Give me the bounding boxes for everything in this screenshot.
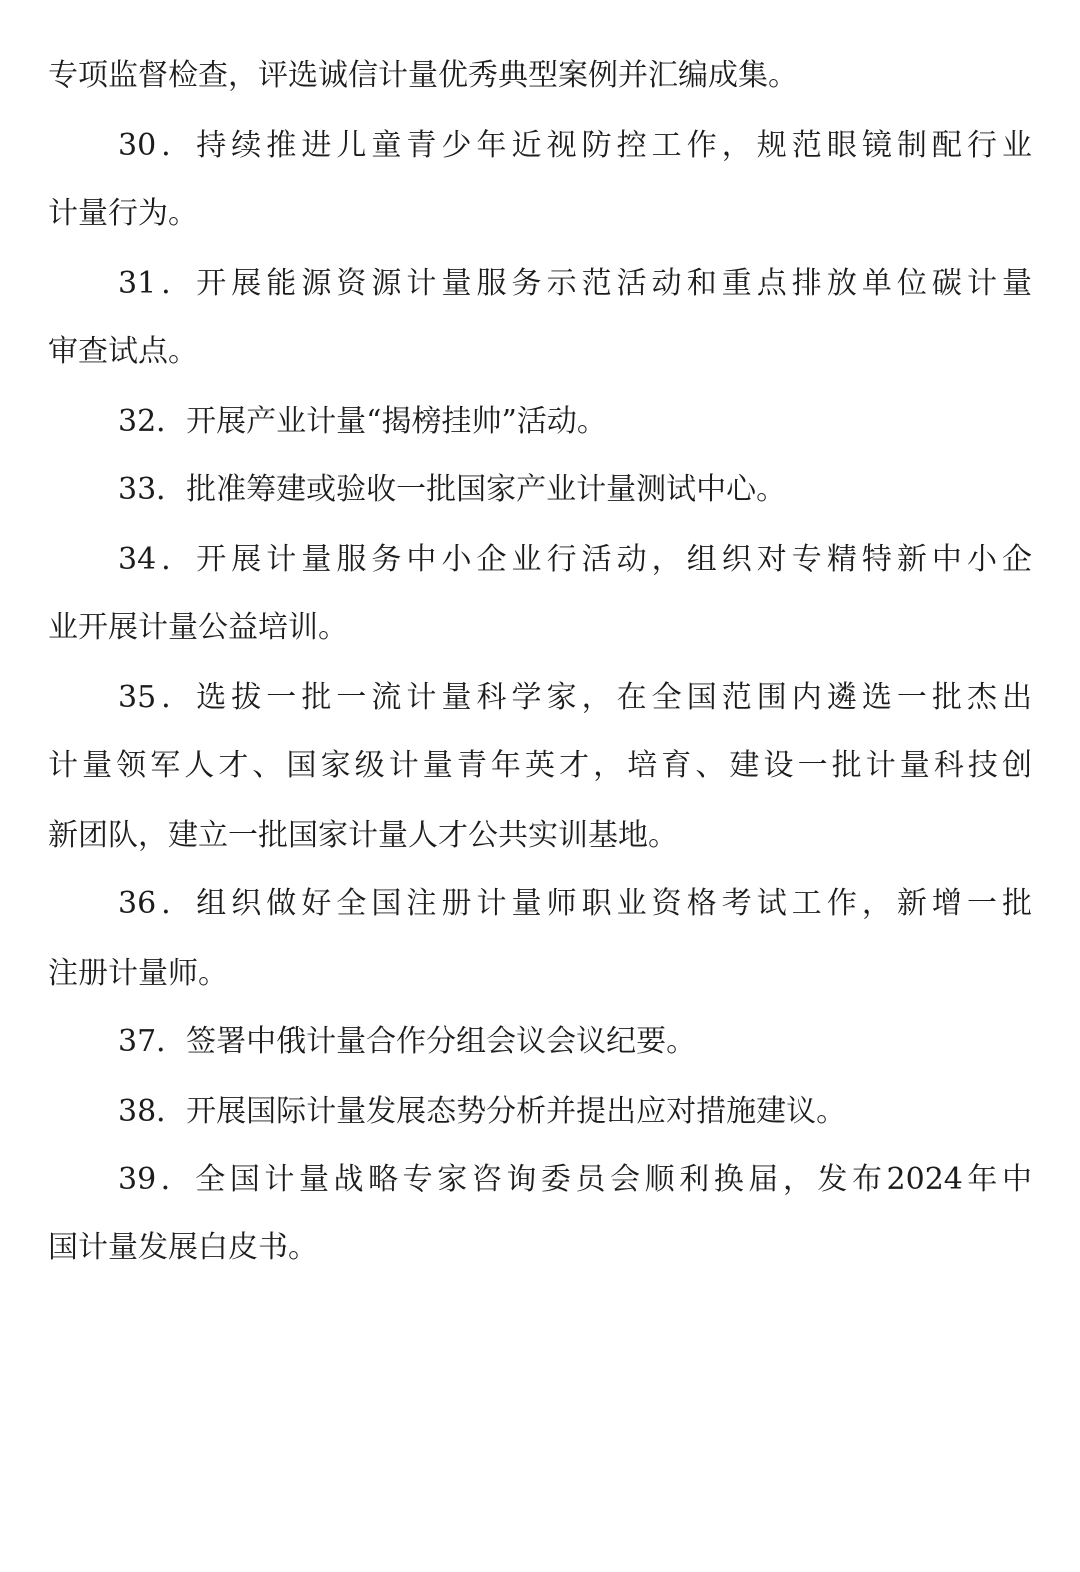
item-38-line-1: 38．开展国际计量发展态势分析并提出应对措施建议。	[118, 1094, 847, 1129]
item-39-line-1: 39．全国计量战略专家咨询委员会顺利换届，发布2024年中	[118, 1162, 1032, 1197]
item-30-line-2: 计量行为。	[48, 196, 198, 231]
item-35-line-2: 计量领军人才、国家级计量青年英才，培育、建设一批计量科技创	[48, 748, 1032, 783]
item-36-line-2: 注册计量师。	[48, 956, 228, 991]
item-30-line-1: 30．持续推进儿童青少年近视防控工作，规范眼镜制配行业	[118, 128, 1032, 163]
text-line-continuation: 专项监督检查，评选诚信计量优秀典型案例并汇编成集。	[48, 58, 798, 93]
item-34-line-1: 34．开展计量服务中小企业行活动，组织对专精特新中小企	[118, 542, 1032, 577]
item-39-line-2: 国计量发展白皮书。	[48, 1230, 318, 1265]
item-35-line-1: 35．选拔一批一流计量科学家，在全国范围内遴选一批杰出	[118, 680, 1032, 715]
item-32-line-1: 32．开展产业计量“揭榜挂帅”活动。	[118, 404, 607, 439]
item-36-line-1: 36．组织做好全国注册计量师职业资格考试工作，新增一批	[118, 886, 1032, 921]
item-31-line-1: 31．开展能源资源计量服务示范活动和重点排放单位碳计量	[118, 266, 1032, 301]
item-37-line-1: 37．签署中俄计量合作分组会议会议纪要。	[118, 1024, 697, 1059]
item-31-line-2: 审查试点。	[48, 334, 198, 369]
item-34-line-2: 业开展计量公益培训。	[48, 610, 348, 645]
item-35-line-3: 新团队，建立一批国家计量人才公共实训基地。	[48, 818, 678, 853]
item-33-line-1: 33．批准筹建或验收一批国家产业计量测试中心。	[118, 472, 787, 507]
